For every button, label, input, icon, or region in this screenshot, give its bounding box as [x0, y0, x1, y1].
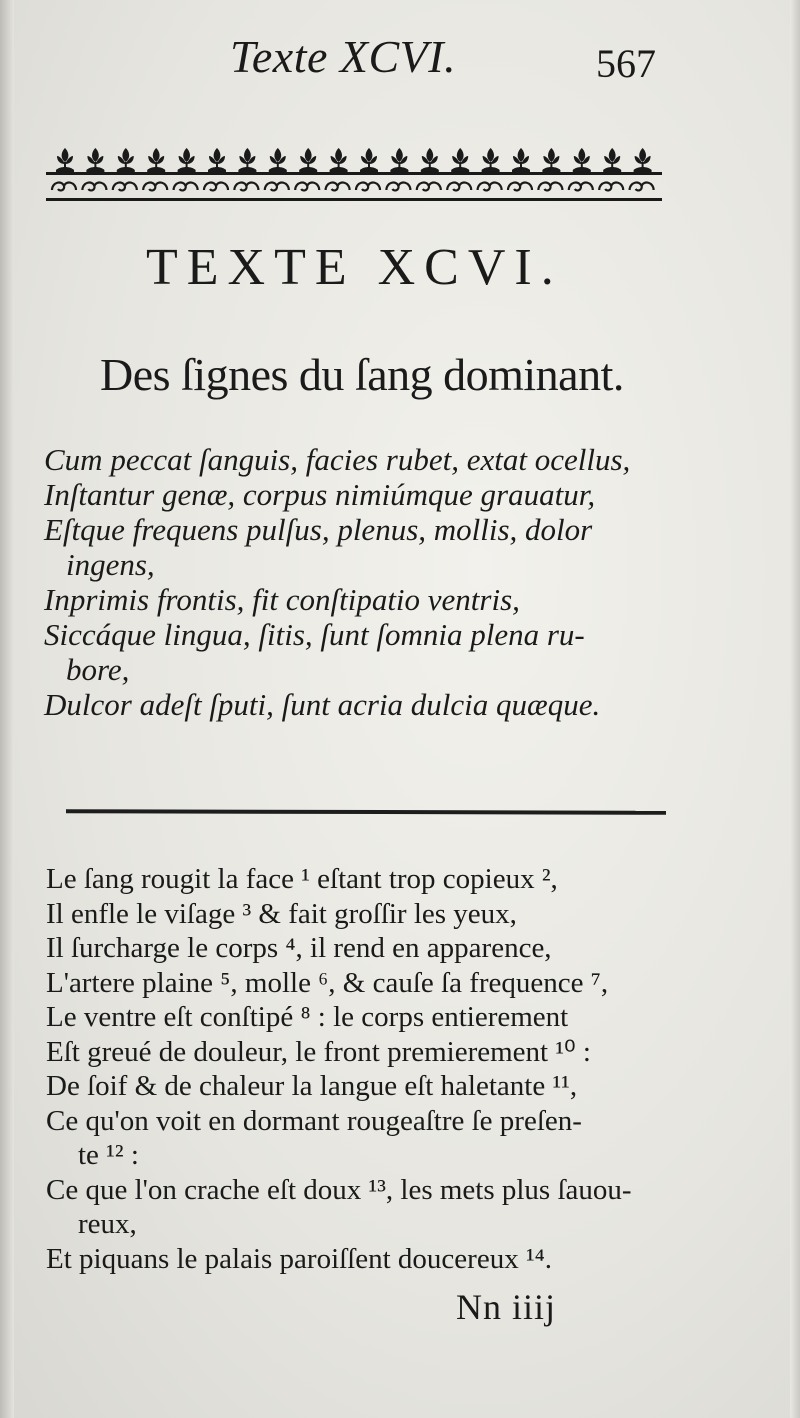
- french-verse-line: Ce qu'on voit en dormant rougeaſtre ſe preſen-: [46, 1104, 582, 1137]
- chapter-subtitle: Des ſignes du ſang dominant.: [100, 349, 624, 400]
- page-edge-right: [790, 0, 800, 1418]
- french-verse-line: De ſoif & de chaleur la langue eſt haletante ¹¹,: [46, 1070, 578, 1102]
- french-verse-line: Le ſang rougit la face ¹ eſtant trop copieux ²,: [46, 863, 558, 895]
- running-title: Texte XCVI.: [230, 31, 457, 82]
- french-verse-line: Il enfle le viſage ³ & fait groſſir les yeux,: [46, 897, 517, 930]
- french-verse-line: L'artere plaine ⁵, molle ⁶, & cauſe ſa frequence ⁷,: [46, 966, 609, 999]
- french-verse: [46, 862, 696, 1276]
- french-verse-line: Ce que l'on crache eſt doux ¹³, les mets plus ſauou-: [46, 1173, 632, 1206]
- french-verse-line: Et piquans le palais paroiſſent doucereux ¹⁴.: [46, 1242, 553, 1275]
- french-verse-line: Le ventre eſt conſtipé ⁸ : le corps entierement: [46, 1001, 569, 1033]
- page-number: 567: [596, 41, 656, 86]
- floral-headpiece-ornament: [46, 142, 662, 204]
- latin-verse-line: Dulcor adeſt ſputi, ſunt acria dulcia quæque.: [44, 687, 601, 722]
- signature-mark: Nn iiij: [456, 1287, 557, 1327]
- latin-verse-line: Cum peccat ſanguis, facies rubet, extat ocellus,: [44, 442, 631, 477]
- latin-verse-line: Inſtantur genæ, corpus nimiúmque grauatur,: [44, 477, 596, 512]
- french-verse-line: te ¹² :: [78, 1139, 139, 1171]
- latin-verse-line: ingens,: [66, 547, 155, 582]
- latin-verse: [44, 442, 684, 722]
- latin-verse-line: bore,: [66, 652, 130, 687]
- page-edge-left: [0, 0, 14, 1418]
- latin-verse-line: Siccáque lingua, ſitis, ſunt ſomnia plena ru-: [44, 617, 585, 652]
- horizontal-rule: [66, 809, 666, 815]
- french-verse-line: Il ſurcharge le corps ⁴, il rend en apparence,: [46, 932, 552, 964]
- chapter-heading: TEXTE XCVI.: [146, 239, 563, 296]
- latin-verse-line: Inprimis frontis, fit conſtipatio ventris,: [44, 582, 520, 617]
- french-verse-line: Eſt greué de douleur, le front premierement ¹⁰ :: [46, 1035, 591, 1068]
- latin-verse-line: Eſtque frequens pulſus, plenus, mollis, dolor: [44, 512, 593, 547]
- french-verse-line: reux,: [78, 1208, 137, 1240]
